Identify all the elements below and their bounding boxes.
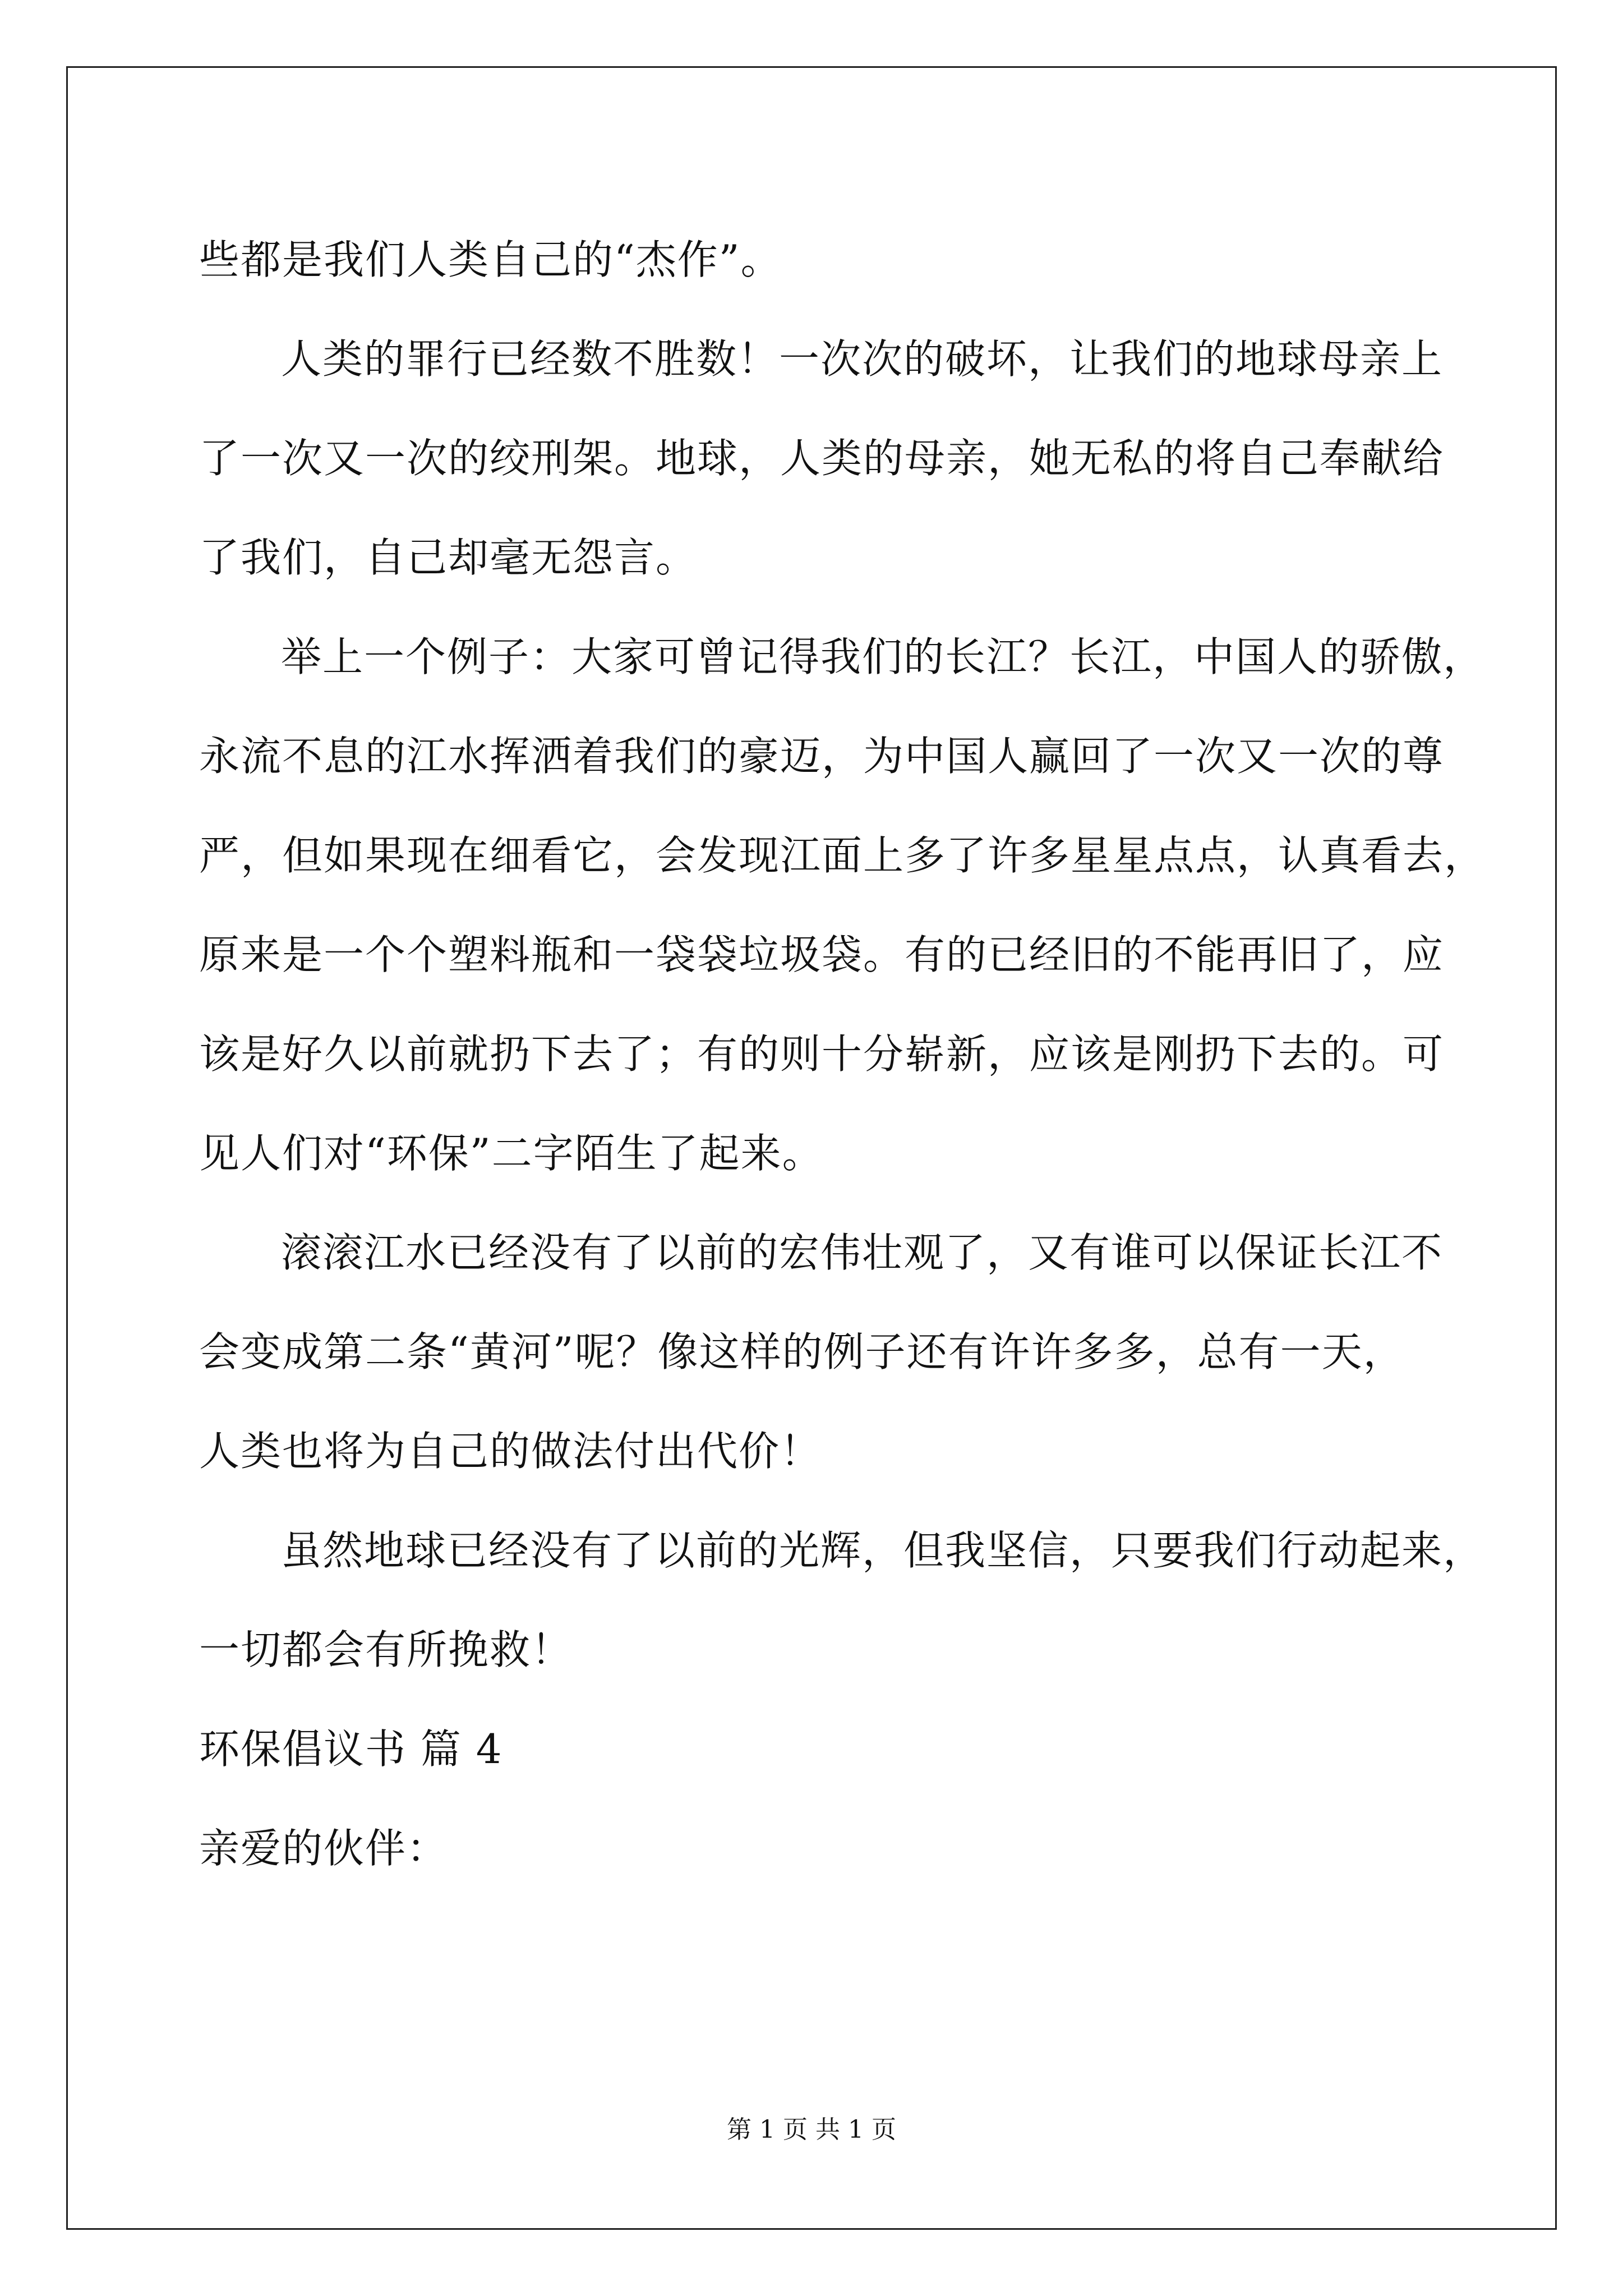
text-line: 些都是我们人类自己的“杰作”。 <box>199 236 782 283</box>
text-line: 见人们对“环保”二字陌生了起来。 <box>199 1130 824 1177</box>
page-footer: 第 1 页 共 1 页 <box>727 2115 896 2144</box>
text-line: 严，但如果现在细看它，会发现江面上多了许多星星点点，认真看去， <box>199 832 1486 879</box>
text-line: 永流不息的江水挥洒着我们的豪迈，为中国人赢回了一次又一次的尊 <box>199 733 1445 780</box>
salutation: 亲爱的伙伴： <box>199 1825 449 1872</box>
text-line: 滚滚江水已经没有了以前的宏伟壮观了，又有谁可以保证长江不 <box>281 1229 1444 1276</box>
section-heading: 环保倡议书 篇 4 <box>199 1726 503 1773</box>
text-line: 原来是一个个塑料瓶和一袋袋垃圾袋。有的已经旧的不能再旧了，应 <box>199 931 1445 978</box>
text-line: 会变成第二条“黄河”呢？像这样的例子还有许许多多，总有一天， <box>199 1328 1405 1375</box>
text-line: 虽然地球已经没有了以前的光辉，但我坚信，只要我们行动起来， <box>281 1527 1485 1574</box>
text-line: 一切都会有所挽救！ <box>199 1626 573 1673</box>
document-body <box>199 210 1486 1898</box>
text-line: 该是好久以前就扔下去了；有的则十分崭新，应该是刚扔下去的。可 <box>199 1030 1445 1078</box>
text-line: 人类也将为自己的做法付出代价！ <box>199 1428 822 1475</box>
text-line: 人类的罪行已经数不胜数！一次次的破坏，让我们的地球母亲上 <box>281 335 1444 383</box>
text-line: 了我们，自己却毫无怨言。 <box>199 534 698 581</box>
text-line: 举上一个例子：大家可曾记得我们的长江？长江，中国人的骄傲， <box>281 633 1485 680</box>
text-line: 了一次又一次的绞刑架。地球，人类的母亲，她无私的将自己奉献给 <box>199 435 1445 482</box>
